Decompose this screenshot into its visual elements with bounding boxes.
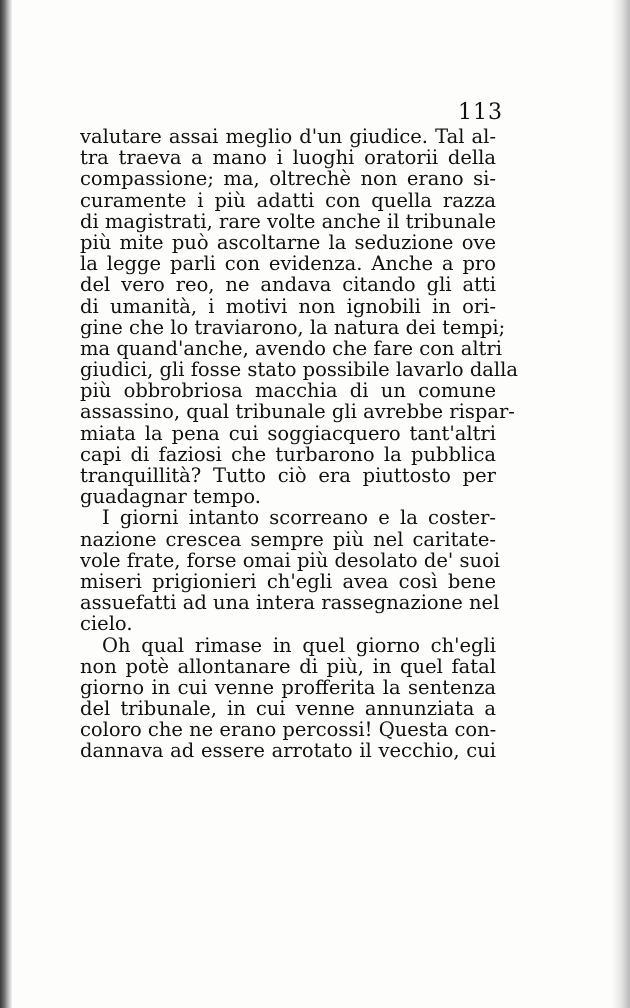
text-line: la legge parli con evidenza. Anche a pro	[80, 252, 496, 276]
text-line: assassino, qual tribunale gli avrebbe rispar-	[80, 400, 515, 424]
text-line: Oh qual rimase in quel giorno ch'egli	[102, 633, 496, 657]
text-line: assuefatti ad una intera rassegnazione nel	[80, 591, 500, 615]
text-line: coloro che ne erano percossi! Questa con-	[80, 718, 497, 742]
text-line: più obbrobriosa macchia di un comune	[80, 379, 496, 403]
text-line: di magistrati, rare volte anche il tribunale	[80, 209, 497, 233]
text-line: vole frate, forse omai più desolato de' suoi	[80, 548, 500, 572]
text-line: ma quand'anche, avendo che fare con altri	[80, 336, 502, 360]
text-line: curamente i più adatti con quella razza	[80, 188, 496, 212]
page-number: 113	[458, 100, 503, 125]
text-line: cielo.	[80, 612, 133, 636]
text-line: giorno in cui venne profferita la sentenza	[80, 675, 496, 699]
text-line: capi di faziosi che turbarono la pubblica	[80, 442, 496, 466]
text-line: giudici, gli fosse stato possibile lavarlo dalla	[80, 358, 519, 382]
text-line: miseri prigionieri ch'egli avea così bene	[80, 569, 496, 593]
page-binding-shadow	[0, 0, 12, 1008]
text-line: gine che lo traviarono, la natura dei tempi;	[80, 315, 506, 339]
text-line: guadagnar tempo.	[80, 485, 261, 509]
text-line: dannava ad essere arrotato il vecchio, cui	[80, 739, 496, 763]
text-line: tranquillità? Tutto ciò era piuttosto per	[80, 464, 496, 487]
text-line: del vero reo, ne andava citando gli atti	[80, 273, 496, 297]
text-line: miata la pena cui soggiacquero tant'altri	[80, 421, 496, 445]
text-line: I giorni intanto scorreano e la coster-	[102, 506, 496, 530]
text-line: non potè allontanare di più, in quel fatal	[80, 654, 496, 678]
text-line: tra traeva a mano i luoghi oratorii della	[80, 146, 496, 170]
text-line: compassione; ma, oltrechè non erano si-	[80, 167, 496, 191]
text-line: più mite può ascoltarne la seduzione ove	[80, 230, 496, 254]
page-edge-shadow	[612, 0, 630, 1008]
text-line: nazione crescea sempre più nel caritate-	[80, 527, 496, 551]
text-line: del tribunale, in cui venne annunziata a	[80, 697, 496, 721]
body-text	[80, 125, 519, 763]
text-line: di umanità, i motivi non ignobili in ori-	[80, 294, 496, 318]
text-line: valutare assai meglio d'un giudice. Tal al-	[80, 125, 496, 148]
